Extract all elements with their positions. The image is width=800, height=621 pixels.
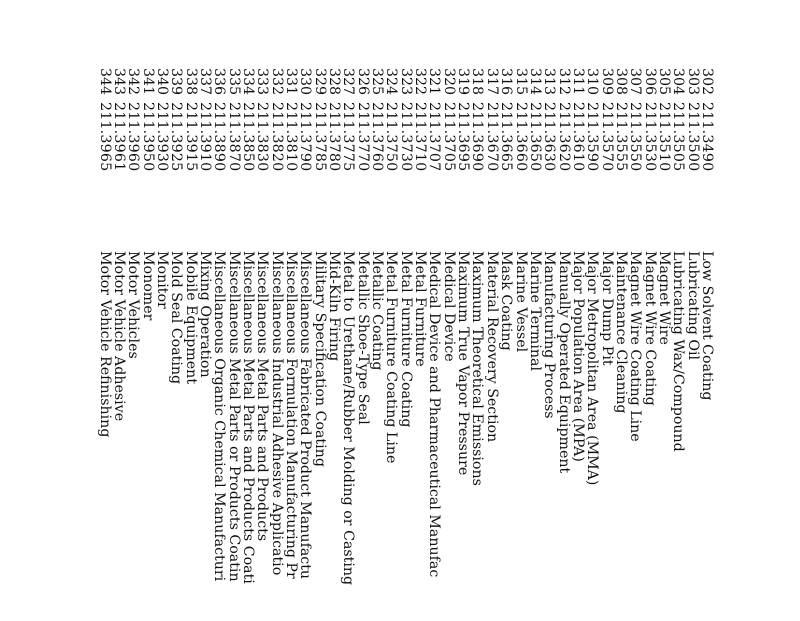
table-row [470,68,484,621]
row-number: 315 [512,68,529,96]
table-row [585,68,599,621]
defined-term: Mobile Equipment [182,251,199,385]
row-number: 344 [96,68,113,96]
section-code: 211.3500 [684,102,701,172]
section-code: 211.3530 [641,102,658,172]
section-code: 211.3705 [440,102,457,172]
table-row [370,68,384,621]
table-row [556,68,570,621]
section-code: 211.3830 [254,102,271,172]
row-number: 314 [526,68,543,96]
defined-term: Major Population Area (MPA) [569,251,586,462]
table-row [499,68,513,621]
defined-term: Miscellaneous Metal Parts and Products [254,251,271,542]
defined-term: Marine Terminal [526,251,543,372]
defined-term: Monomer [139,251,156,321]
row-number: 330 [297,68,314,96]
defined-term: Magnet Wire Coating Line [627,251,644,442]
defined-term: Major Dump Pit [598,251,615,366]
table-row [298,68,312,621]
defined-term: Metallic Coating [369,251,386,371]
defined-term: Mold Seal Coating [168,251,185,385]
defined-term: Marine Vessel [512,251,529,353]
table-row [542,68,556,621]
defined-term: Metal Furniture Coating Line [383,251,400,464]
section-code: 211.3965 [96,102,113,172]
section-code: 211.3750 [383,102,400,172]
row-number: 312 [555,68,572,96]
row-number: 339 [168,68,185,96]
table-row [456,68,470,621]
table-row [657,68,671,621]
row-number: 337 [196,68,213,96]
section-code: 211.3650 [526,102,543,172]
section-code: 211.3570 [598,102,615,172]
row-number: 334 [240,68,256,96]
defined-term: Motor Vehicles [125,251,142,359]
defined-term: Miscellaneous Organic Chemical Manufacturi [211,251,228,582]
section-code: 211.3850 [240,102,256,172]
row-number: 342 [125,68,142,96]
defined-term: Lubricating Wax/Compound [670,251,687,452]
defined-term: Mid-Kiln Firing [326,251,343,362]
table-row [528,68,542,621]
row-number: 302 [699,68,715,96]
table-row [212,68,226,621]
table-row [241,68,255,621]
definitions-table [97,68,714,621]
defined-term: Magnet Wire [655,251,672,345]
row-number: 319 [455,68,472,96]
row-number: 325 [369,68,386,96]
section-code: 211.3610 [569,102,586,172]
row-number: 306 [641,68,658,96]
row-number: 308 [612,68,629,96]
section-code: 211.3785 [311,102,328,172]
section-code: 211.3960 [125,102,142,172]
section-code: 211.3961 [110,102,127,172]
table-row [226,68,240,621]
table-row [671,68,685,621]
section-code: 211.3670 [483,102,500,172]
table-row [284,68,298,621]
section-code: 211.3620 [555,102,572,172]
row-number: 329 [311,68,328,96]
row-number: 323 [397,68,414,96]
table-row [112,68,126,621]
row-number: 328 [326,68,343,96]
row-number: 343 [110,68,127,96]
section-code: 211.3925 [168,102,185,172]
row-number: 316 [498,68,515,96]
table-row [628,68,642,621]
defined-term: Metal Furniture [412,251,429,367]
table-row [255,68,269,621]
table-row [198,68,212,621]
row-number: 310 [584,68,601,96]
row-number: 324 [383,68,400,96]
table-row [327,68,341,621]
section-code: 211.3775 [340,102,357,172]
row-number: 322 [412,68,429,96]
defined-term: Monitor [153,251,170,309]
defined-term: Magnet Wire Coating [641,251,658,406]
defined-term: Mask Coating [498,251,515,351]
table-row [441,68,455,621]
defined-term: Material Recovery Section [483,251,500,443]
defined-term: Mixing Operation [196,251,213,378]
defined-term: Lubricating Oil [684,251,701,361]
defined-term: Miscellaneous Formulation Manufacturing Pr [283,251,300,579]
row-number: 320 [440,68,457,96]
row-number: 333 [254,68,271,96]
section-code: 211.3555 [612,102,629,172]
row-number: 326 [354,68,371,96]
section-code: 211.3510 [655,102,672,172]
table-row [614,68,628,621]
row-number: 311 [569,68,586,96]
table-row [97,68,111,621]
table-row [700,68,714,621]
section-code: 211.3660 [512,102,529,172]
section-code: 211.3707 [426,102,443,172]
defined-term: Motor Vehicle Adhesive [110,251,127,422]
defined-term: Miscellaneous Fabricated Product Manufactu [297,251,314,580]
defined-term: Metallic Shoe-Type Seal [354,251,371,425]
defined-term: Metal Furniture Coating [397,251,414,428]
row-number: 317 [483,68,500,96]
row-number: 303 [684,68,701,96]
row-number: 340 [153,68,170,96]
table-row [169,68,183,621]
row-number: 327 [340,68,357,96]
section-code: 211.3870 [225,102,242,172]
row-number: 307 [627,68,644,96]
section-code: 211.3695 [455,102,472,172]
section-code: 211.3790 [297,102,314,172]
defined-term: Miscellaneous Metal Parts and Products Coati [240,251,256,584]
table-row [398,68,412,621]
table-row [140,68,154,621]
defined-term: Miscellaneous Industrial Adhesive Applicatio [268,251,285,576]
table-row [485,68,499,621]
table-row [413,68,427,621]
row-number: 309 [598,68,615,96]
row-number: 313 [541,68,558,96]
section-code: 211.3590 [584,102,601,172]
defined-term: Medical Device [440,251,457,362]
table-row [269,68,283,621]
row-number: 304 [670,68,687,96]
table-row [341,68,355,621]
defined-term: Maximum True Vapor Pressure [455,251,472,476]
defined-term: Military Specification Coating [311,251,328,467]
section-code: 211.3550 [627,102,644,172]
table-row [685,68,699,621]
row-number: 338 [182,68,199,96]
section-code: 211.3950 [139,102,156,172]
row-number: 318 [469,68,486,96]
section-code: 211.3630 [541,102,558,172]
table-row [384,68,398,621]
defined-term: Major Metropolitan Area (MMA) [584,251,601,486]
row-number: 336 [211,68,228,96]
section-code: 211.3730 [397,102,414,172]
table-row [599,68,613,621]
section-code: 211.3665 [498,102,515,172]
table-row [513,68,527,621]
section-code: 211.3505 [670,102,687,172]
section-code: 211.3690 [469,102,486,172]
table-row [355,68,369,621]
section-code: 211.3760 [369,102,386,172]
section-code: 211.3910 [196,102,213,172]
row-number: 332 [268,68,285,96]
table-row [155,68,169,621]
section-code: 211.3915 [182,102,199,172]
defined-term: Metal to Urethane/Rubber Molding or Casting [340,251,357,586]
defined-term: Low Solvent Coating [699,251,715,401]
table-row [312,68,326,621]
section-code: 211.3810 [283,102,300,172]
section-code: 211.3820 [268,102,285,172]
row-number: 335 [225,68,242,96]
table-row [183,68,197,621]
section-code: 211.3780 [326,102,343,172]
section-code: 211.3770 [354,102,371,172]
row-number: 341 [139,68,156,96]
section-code: 211.3710 [412,102,429,172]
defined-term: Manufacturing Process [541,251,558,419]
section-code: 211.3490 [699,102,715,172]
table-row [126,68,140,621]
table-row [642,68,656,621]
defined-term: Miscellaneous Metal Parts or Products Coatin [225,251,242,582]
defined-term: Manually Operated Equipment [555,251,572,474]
row-number: 305 [655,68,672,96]
table-row [427,68,441,621]
section-code: 211.3930 [153,102,170,172]
row-number: 321 [426,68,443,96]
defined-term: Maintenance Cleaning [612,251,629,414]
table-row [571,68,585,621]
defined-term: Medical Device and Pharmaceutical Manufac [426,251,443,578]
section-code: 211.3890 [211,102,228,172]
defined-term: Motor Vehicle Refinishing [96,251,113,438]
defined-term: Maximum Theoretical Emissions [469,251,486,486]
row-number: 331 [283,68,300,96]
